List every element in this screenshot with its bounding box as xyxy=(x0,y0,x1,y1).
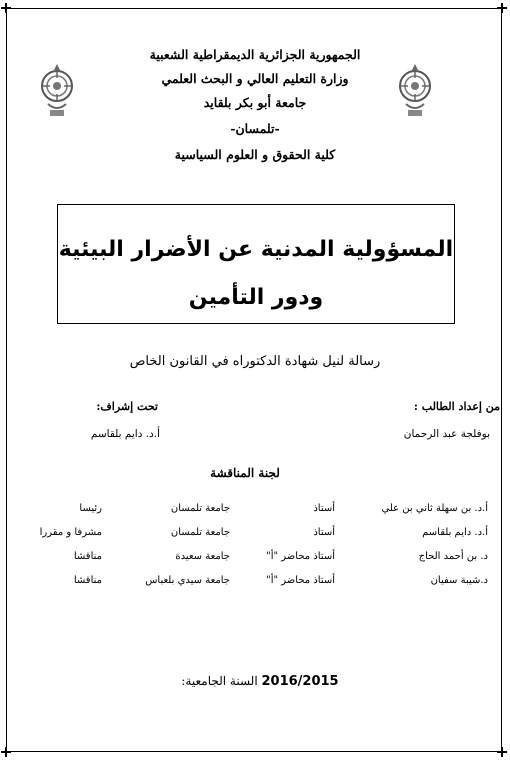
academic-year-value: 2016/2015 xyxy=(261,674,339,689)
committee-title: لجنة المناقشة xyxy=(210,466,280,480)
member-university: جامعة سيدي بلعباس xyxy=(145,575,230,586)
student-label: من إعداد الطالب : xyxy=(413,400,500,413)
member-name: د. بن أحمد الحاج xyxy=(418,551,488,562)
member-role: مناقشا xyxy=(73,551,102,562)
committee-row xyxy=(20,551,488,567)
member-rank: أستاذ محاضر "أ" xyxy=(266,575,335,586)
header-faculty: كلية الحقوق و العلوم السياسية xyxy=(174,147,336,162)
member-rank: أستاذ محاضر "أ" xyxy=(266,551,335,562)
committee-row xyxy=(20,527,488,543)
corner-ornament xyxy=(497,747,507,757)
member-name: أ.د. دايم بلقاسم xyxy=(422,527,488,538)
corner-ornament xyxy=(1,3,11,13)
member-rank: أستاذ xyxy=(313,503,335,514)
thesis-title-box xyxy=(57,204,455,324)
member-role: رئيسا xyxy=(79,503,102,514)
header-city: -تلمسان- xyxy=(230,121,280,136)
member-university: جامعة تلمسان xyxy=(170,503,230,514)
member-university: جامعة تلمسان xyxy=(170,527,230,538)
member-name: أ.د. بن سهلة ثاني بن علي xyxy=(381,503,488,514)
corner-ornament xyxy=(497,3,507,13)
member-role: مناقشا xyxy=(73,575,102,586)
member-rank: أستاذ xyxy=(313,527,335,538)
academic-year-label: السنة الجامعية: xyxy=(181,674,258,688)
thesis-title-line2: ودور التأمين xyxy=(188,285,324,310)
supervisor-label: تحت إشراف: xyxy=(96,400,158,413)
header-republic: الجمهورية الجزائرية الديمقراطية الشعبية xyxy=(149,47,361,62)
header-university: جامعة أبو بكر بلقايد xyxy=(203,95,307,110)
supervisor-name: أ.د. دايم بلقاسم xyxy=(90,428,160,440)
member-name: د.شيبة سفيان xyxy=(430,575,488,586)
corner-ornament xyxy=(1,747,11,757)
student-name: بوفلجة عبد الرحمان xyxy=(403,428,490,440)
header-ministry: وزارة التعليم العالي و البحث العلمي xyxy=(161,71,349,86)
thesis-title-line1: المسؤولية المدنية عن الأضرار البيئية xyxy=(58,237,454,262)
committee-row xyxy=(20,575,488,591)
academic-year xyxy=(160,674,360,689)
thesis-subtitle: رسالة لنيل شهادة الدكتوراه في القانون الخاص xyxy=(129,354,381,369)
committee-row xyxy=(20,503,488,519)
member-university: جامعة سعيدة xyxy=(175,551,230,562)
member-role: مشرفا و مقررا xyxy=(39,527,102,538)
